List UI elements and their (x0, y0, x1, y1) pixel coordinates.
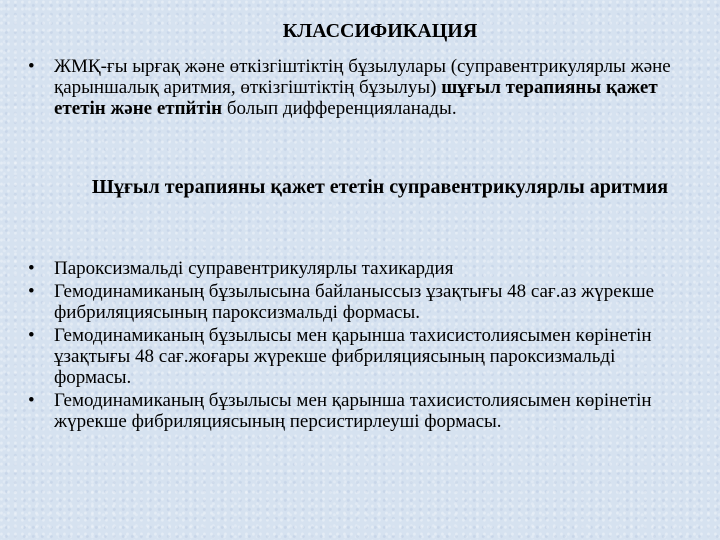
slide-title: КЛАССИФИКАЦИЯ (282, 20, 478, 42)
intro-text-end: болып дифференцияланады. (222, 98, 457, 119)
list-item-text: Гемодинамиканың бұзылысына байланыссыз ұзақтығы 48 сағ.аз жүрекше фибриляциясының пароксизмальді формасы. (54, 281, 655, 323)
bullet-dot: • (28, 325, 35, 346)
list-item (24, 390, 694, 432)
intro-item (24, 56, 694, 119)
list-item-text: Гемодинамиканың бұзылысы мен қарынша тахисистолиясымен көрінетін ұзақтығы 48 сағ.жоғары жүрекше фибриляциясының пароксизмальді формасы. (54, 325, 652, 388)
intro-bold-text: шұғыл терапияны қажет ететін және етпйтін (54, 77, 658, 119)
bullet-dot: • (28, 390, 35, 411)
bullet-dot: • (28, 56, 35, 77)
list-item (24, 258, 694, 279)
list-item (24, 281, 694, 323)
list-item-text: Пароксизмальді суправентрикулярлы тахикардия (54, 258, 454, 279)
bullet-dot: • (28, 258, 35, 279)
list-item (24, 325, 694, 388)
section-subtitle: Шұғыл терапияны қажет ететін суправентрикулярлы аритмия (91, 176, 669, 198)
intro-block (24, 56, 694, 119)
bullet-list (24, 258, 694, 434)
bullet-dot: • (28, 281, 35, 302)
list-item-text: Гемодинамиканың бұзылысы мен қарынша тахисистолиясымен көрінетін жүрекше фибриляциясының персистирлеуші формасы. (54, 390, 652, 432)
intro-text: ЖМҚ-ғы ырғақ және өткізгіштіктің бұзылулары (суправентрикулярлы және қарыншалық аритмия, өткізгіштіктің бұзылуы) (54, 56, 671, 98)
